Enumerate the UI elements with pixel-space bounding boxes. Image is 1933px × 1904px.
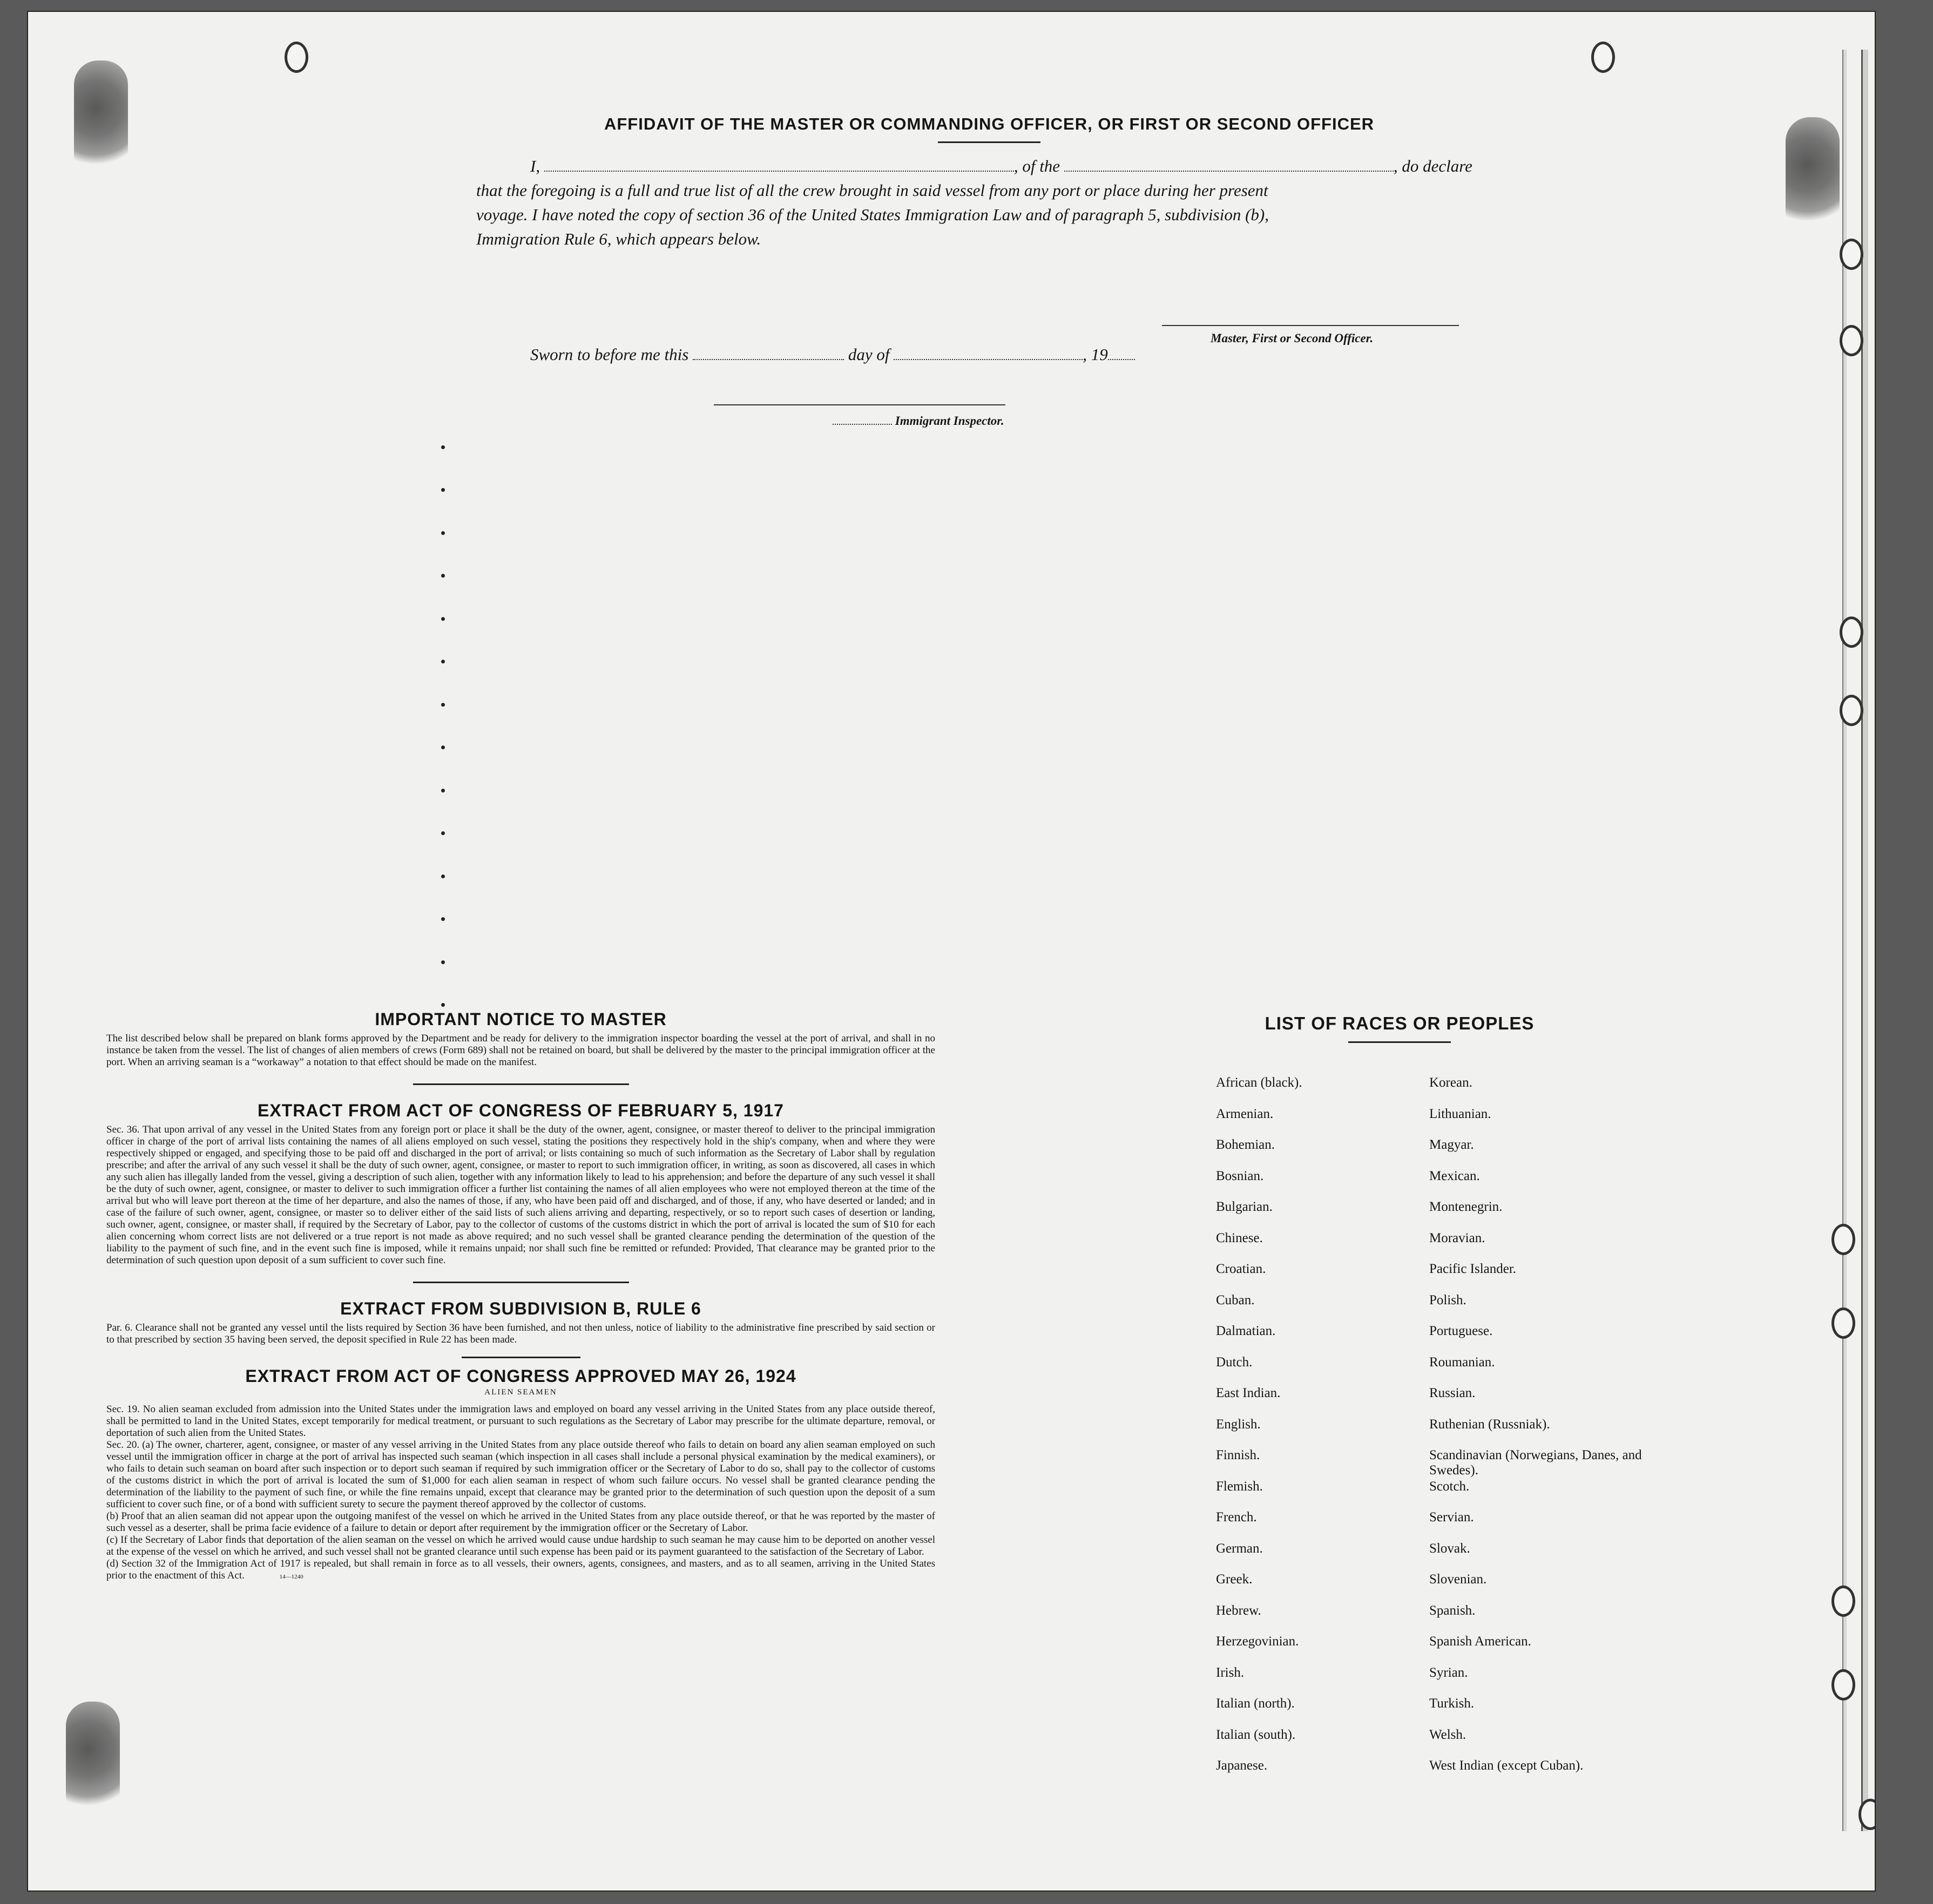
race-item: Lithuanian.: [1429, 1106, 1491, 1121]
document-page: [27, 11, 1876, 1892]
race-item: Korean.: [1429, 1075, 1472, 1090]
race-item: Servian.: [1429, 1510, 1474, 1524]
extract-1917-title: EXTRACT FROM ACT OF CONGRESS OF FEBRUARY 5, 1917: [258, 1101, 784, 1120]
race-item: Spanish.: [1429, 1603, 1476, 1618]
race-item: Ruthenian (Russniak).: [1429, 1417, 1550, 1432]
race-item: Welsh.: [1429, 1727, 1466, 1742]
punch-hole: [285, 42, 308, 73]
legal-notices: [106, 1009, 935, 1583]
race-item: Greek.: [1216, 1572, 1253, 1587]
dot: [441, 445, 445, 449]
punch-hole: [1831, 1224, 1855, 1255]
dot: [441, 660, 445, 663]
divider: [462, 1357, 580, 1358]
punch-hole: [1840, 695, 1863, 726]
vessel-blank: [1064, 157, 1394, 172]
extract-1917-text: Sec. 36. That upon arrival of any vessel in the United States from any foreign port or place it shall be the duty of the owner, agent, consignee, or master thereof to deliver to the principal immigration officer in charge of the port of arrival lists containing the names of all aliens employed on such vessel, stating the positions they respectively hold in the ship's company, when and where they were respectively shipped or engaged, and specifying those to be paid off and discharged in the port of arrival; or lists containing so much of such information as the Secretary of Labor shall by regulation prescribe; and after the arrival of any such vessel it shall be the duty of such owner, agent, consignee, or master to report to such immigration officer, in writing, as soon as discovered, all cases in which any such alien has illegally landed from the vessel, giving a description of such alien, together with any information likely to lead to his apprehension; and before the departure of any such vessel it shall be the duty of such owner, agent, consignee, or master to deliver to such immigration officer a further list containing the names of all alien employees who were not employed thereon at the time of the arrival but who will leave port thereon at the time of her departure, and also the names of those, if any, who have been paid off and discharged, and of those, if any, who have deserted or landed; and in case of the failure of such owner, agent, consignee, or master so to deliver either of the said lists of such aliens arriving and departing, respectively, or so to report such cases of desertion or landing, such owner, agent, consignee, or master shall, if required by the Secretary of Labor, pay to the collector of customs of the customs district in which the port of arrival is located the sum of $10 for each alien concerning whom correct lists are not delivered or a true report is not made as above required; and no such vessel shall be granted clearance pending the determination of the question of the liability to the payment of such fine, and in the event such fine is imposed, while it remains unpaid; nor shall such fine be remitted or refunded: Provided, That clearance may be granted prior to the determination of such question upon deposit of a sum sufficient to cover such fine.: [106, 1124, 935, 1266]
race-item: Bosnian.: [1216, 1168, 1264, 1183]
dot: [441, 574, 445, 578]
race-item: Roumanian.: [1429, 1354, 1495, 1370]
race-item: Spanish American.: [1429, 1634, 1531, 1649]
race-item: Scotch.: [1429, 1479, 1470, 1494]
subdivision-text: Par. 6. Clearance shall not be granted any vessel until the lists required by Section 36 have been furnished, and not then unless, notice of liability to the administrative fine prescribed by said section or to that prescribed by section 35 having been served, the deposit specified in Rule 22 has been made.: [106, 1322, 935, 1345]
race-item: Dalmatian.: [1216, 1324, 1276, 1338]
sec-20a-text: Sec. 20. (a) The owner, charterer, agent, consignee, or master of any vessel arriving in the United States from any place outside thereof who fails to detain on board any alien seaman employed on such vessel until the immigration officer in charge at the port of arrival has inspected such seaman (which inspection in all cases shall include a personal physical examination by the medical examiners), or who fails to detain such seaman on board after such inspection or to deport such seaman if required by such immigration officer or the Secretary of Labor to do so, shall pay to the collector of customs of the customs district in which the port of arrival is located the sum of $1,000 for each alien seaman in respect of whom such failure occurs. No vessel shall be granted clearance pending the determination of the liability to the payment of such fine, or while the fine remains unpaid, except that clearance may be granted prior to the determination of such question upon the deposit of a sum sufficient to cover such fine, or of a bond with sufficient surety to secure the payment thereof approved by the collector of customs.: [106, 1439, 935, 1510]
dot: [441, 488, 445, 492]
inspector-blank: [833, 416, 892, 425]
affidavit-title: AFFIDAVIT OF THE MASTER OR COMMANDING OFFICER, OR FIRST OR SECOND OFFICER: [604, 114, 1375, 133]
affidavit-section: [476, 114, 1502, 428]
affidavit-line-3: voyage. I have noted the copy of section 36 of the United States Immigration Law and of paragraph 5, subdivision (b),: [476, 205, 1269, 224]
day-blank: [693, 345, 844, 360]
sec-20c-text: (c) If the Secretary of Labor finds that deportation of the alien seaman on the vessel on which he arrived would cause undue hardship to such seaman he may cause him to be deported on another vessel at the expense of the vessel on which he arrived, and such vessel shall not be granted clearance until such expense has been paid or its payment guaranteed to the satisfaction of the Secretary of Labor.: [106, 1534, 935, 1557]
race-item: Dutch.: [1216, 1354, 1253, 1370]
race-item: Herzegovinian.: [1216, 1634, 1299, 1649]
race-item: Portuguese.: [1429, 1324, 1493, 1338]
subdivision-title: EXTRACT FROM SUBDIVISION B, RULE 6: [340, 1299, 701, 1318]
punch-hole: [1840, 325, 1863, 356]
race-item: French.: [1216, 1510, 1257, 1524]
divider: [938, 141, 1040, 143]
master-label: Master, First or Second Officer.: [1211, 331, 1374, 345]
race-item: Montenegrin.: [1429, 1200, 1503, 1214]
inspector-line: Immigrant Inspector.: [833, 409, 1004, 433]
sec-20b-text: (b) Proof that an alien seaman did not appear upon the outgoing manifest of the vessel on which he arrived in the United States from any place outside thereof, or that he was reported by the master of such vessel as a deserter, shall be prima facie evidence of a failure to detain or deport after requirement by the immigration officer or the Secretary of Labor.: [106, 1510, 935, 1534]
notice-title: IMPORTANT NOTICE TO MASTER: [375, 1009, 667, 1029]
race-item: Japanese.: [1216, 1758, 1268, 1773]
dot: [441, 875, 445, 878]
race-item: German.: [1216, 1541, 1263, 1556]
sec-19-text: Sec. 19. No alien seaman excluded from admission into the United States under the immigration laws and employed on board any vessel arriving in the United States from any place outside thereof, shall be permitted to land in the United States, except temporarily for medical treatment, or pursuant to such regulations as the Secretary of Labor may prescribe for the ultimate departure, removal, or deportation of such alien from the United States.: [106, 1404, 935, 1439]
page-edge: [1861, 50, 1868, 1831]
race-item: Scandinavian (Norwegians, Danes, and Swedes).: [1429, 1448, 1642, 1478]
ink-stamp: [66, 1702, 120, 1820]
sworn-line: Sworn to before me this day of , 19: [530, 342, 1135, 367]
race-item: Chinese.: [1216, 1230, 1263, 1245]
affidavit-line-1: I, , of the , do declare: [530, 157, 1472, 175]
races-column-right: [1429, 1075, 1645, 1790]
month-blank: [894, 345, 1083, 360]
race-item: Hebrew.: [1216, 1603, 1261, 1618]
race-item: West Indian (except Cuban).: [1429, 1758, 1584, 1773]
punch-hole: [1831, 1669, 1855, 1700]
race-item: Turkish.: [1429, 1696, 1475, 1711]
dot: [441, 531, 445, 535]
race-item: English.: [1216, 1417, 1261, 1432]
divider: [1348, 1041, 1451, 1043]
race-item: Slovenian.: [1429, 1572, 1487, 1587]
race-item: Slovak.: [1429, 1541, 1470, 1556]
race-item: Irish.: [1216, 1665, 1245, 1680]
dot: [441, 960, 445, 964]
dot: [441, 746, 445, 749]
dot: [441, 831, 445, 835]
race-item: Italian (north).: [1216, 1696, 1295, 1711]
races-column-left: [1216, 1075, 1410, 1790]
extract-1924-title: EXTRACT FROM ACT OF CONGRESS APPROVED MAY 26, 1924: [245, 1366, 796, 1386]
affidavit-line-2: that the foregoing is a full and true list of all the crew brought in said vessel from any port or place during her present: [476, 181, 1268, 200]
form-number: 14—1240: [279, 1574, 303, 1580]
divider: [413, 1083, 629, 1085]
race-item: Cuban.: [1216, 1292, 1255, 1307]
ink-stamp: [1786, 117, 1840, 236]
race-item: Mexican.: [1429, 1168, 1480, 1183]
race-item: Syrian.: [1429, 1665, 1468, 1680]
sec-20d-text: (d) Section 32 of the Immigration Act of 1917 is repealed, but shall remain in force as to all vessels, their owners, agents, consignees, and masters, and as to all seamen, arriving in the United States prior to the enactment of this Act. 14—1240: [106, 1558, 935, 1581]
race-item: Polish.: [1429, 1292, 1466, 1307]
race-item: Finnish.: [1216, 1448, 1260, 1462]
race-item: Bulgarian.: [1216, 1200, 1273, 1214]
dot: [441, 917, 445, 921]
divider: [413, 1282, 629, 1283]
punch-hole: [1831, 1585, 1855, 1617]
race-item: African (black).: [1216, 1075, 1302, 1090]
name-blank: [544, 157, 1014, 172]
races-title: LIST OF RACES OR PEOPLES: [1265, 1013, 1535, 1033]
year-blank: [1108, 345, 1135, 360]
race-item: Italian (south).: [1216, 1727, 1296, 1742]
extract-1924-subtitle: ALIEN SEAMEN: [484, 1388, 557, 1397]
race-item: Bohemian.: [1216, 1137, 1275, 1152]
punch-hole: [1831, 1307, 1855, 1339]
notice-text: The list described below shall be prepared on blank forms approved by the Department and be ready for delivery to the immigration inspector boarding the vessel at the port of arrival, and shall in no instance be taken from the vessel. The list of changes of alien members of crews (Form 689) shall not be retained on board, but shall be delivered by the master to the principal immigration officer at the port. When an arriving seaman is a “workaway” a notation to that effect should be made on the manifest.: [106, 1033, 935, 1068]
ink-stamp: [74, 60, 128, 179]
races-list: [1184, 1013, 1642, 1773]
race-item: Croatian.: [1216, 1262, 1266, 1276]
race-item: Flemish.: [1216, 1479, 1263, 1494]
dot: [441, 617, 445, 621]
punch-hole: [1840, 616, 1863, 648]
punch-hole: [1591, 42, 1615, 73]
race-item: Pacific Islander.: [1429, 1262, 1517, 1276]
affidavit-line-4: Immigration Rule 6, which appears below.: [476, 229, 761, 248]
race-item: Magyar.: [1429, 1137, 1474, 1152]
dot: [441, 1003, 445, 1007]
race-item: Moravian.: [1429, 1230, 1485, 1245]
inspector-signature-line: [714, 404, 1005, 405]
race-item: Armenian.: [1216, 1106, 1274, 1121]
page-edge: [1842, 50, 1847, 1831]
race-item: East Indian.: [1216, 1386, 1281, 1400]
dot: [441, 703, 445, 707]
race-item: Russian.: [1429, 1386, 1476, 1400]
dot: [441, 789, 445, 792]
punch-hole: [1840, 239, 1863, 270]
